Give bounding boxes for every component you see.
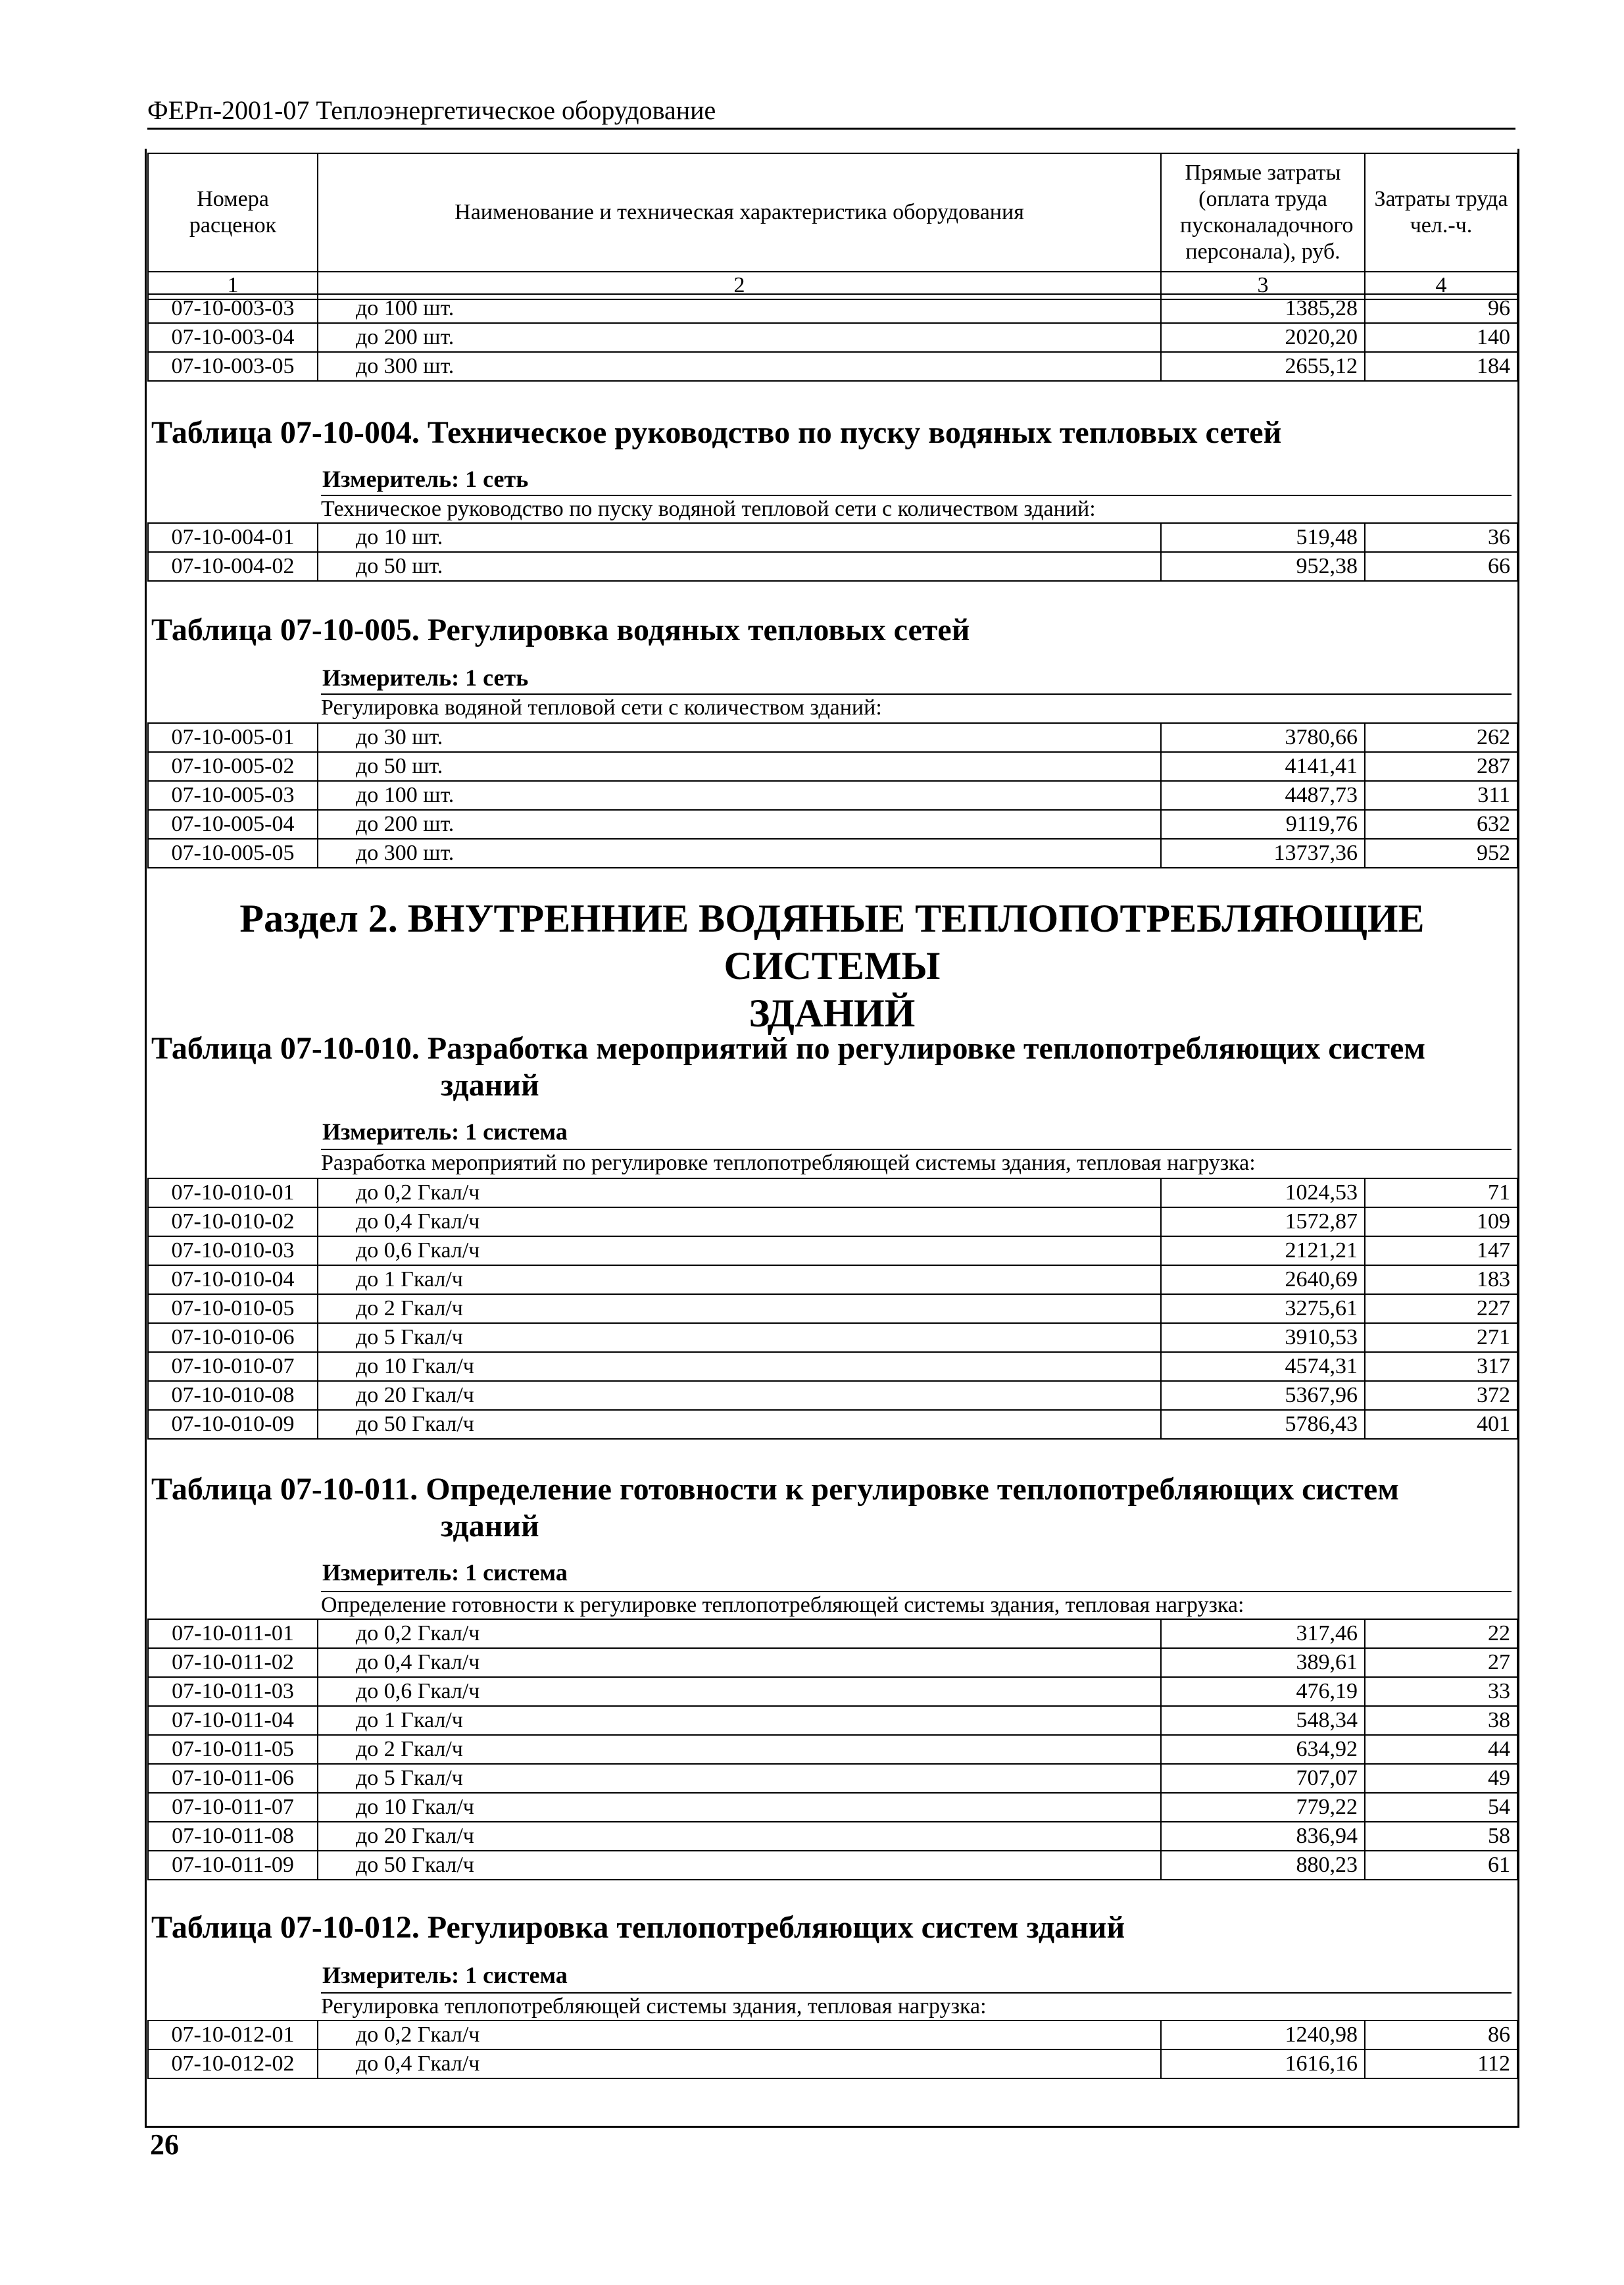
table-005-title	[151, 612, 1513, 649]
labor-cost-cell: 140	[1365, 323, 1517, 352]
rate-code-cell: 07-10-012-02	[148, 2049, 318, 2078]
spacer-cell	[318, 1178, 356, 1207]
table-row	[148, 1764, 1517, 1793]
rate-code-cell: 07-10-005-01	[148, 723, 318, 752]
spacer-cell	[318, 1619, 356, 1648]
spacer-cell	[318, 1793, 356, 1822]
spacer-cell	[318, 1236, 356, 1265]
table-011-measure: Измеритель: 1 система	[322, 1559, 568, 1586]
direct-cost-cell: 519,48	[1161, 523, 1365, 552]
table-row	[148, 1648, 1517, 1677]
labor-cost-cell: 262	[1365, 723, 1517, 752]
direct-cost-cell: 1385,28	[1161, 294, 1365, 323]
rate-code-cell: 07-10-010-03	[148, 1236, 318, 1265]
description-cell: до 200 шт.	[356, 810, 1161, 839]
description-cell: до 30 шт.	[356, 723, 1161, 752]
description-cell: до 5 Гкал/ч	[356, 1764, 1161, 1793]
rate-code-cell: 07-10-011-06	[148, 1764, 318, 1793]
table-005-lead: Регулировка водяной тепловой сети с количеством зданий:	[321, 693, 1512, 721]
labor-cost-cell: 311	[1365, 781, 1517, 810]
description-cell: до 0,6 Гкал/ч	[356, 1677, 1161, 1706]
labor-cost-cell: 36	[1365, 523, 1517, 552]
spacer-cell	[318, 723, 356, 752]
table-row	[148, 323, 1517, 352]
spacer-cell	[318, 1648, 356, 1677]
table-012-title-text: Таблица 07-10-012. Регулировка теплопотребляющих систем зданий	[151, 1910, 1125, 1945]
description-cell: до 50 шт.	[356, 752, 1161, 781]
table-012-rows	[147, 2020, 1518, 2079]
table-004-measure: Измеритель: 1 сеть	[322, 466, 529, 492]
labor-cost-cell: 66	[1365, 552, 1517, 581]
rate-code-cell: 07-10-005-05	[148, 839, 318, 868]
labor-cost-cell: 22	[1365, 1619, 1517, 1648]
table-row	[148, 839, 1517, 868]
table-row	[148, 1619, 1517, 1648]
labor-cost-cell: 86	[1365, 2021, 1517, 2049]
spacer-cell	[318, 294, 356, 323]
table-row	[148, 1294, 1517, 1323]
table-row	[148, 523, 1517, 552]
labor-cost-cell: 401	[1365, 1410, 1517, 1439]
spacer-cell	[318, 323, 356, 352]
spacer-cell	[318, 1677, 356, 1706]
table-010-title-cont: зданий	[441, 1068, 539, 1103]
table-011-rows	[147, 1619, 1518, 1880]
section-2-title	[151, 895, 1513, 1037]
rate-code-cell: 07-10-010-07	[148, 1352, 318, 1381]
direct-cost-cell: 836,94	[1161, 1822, 1365, 1851]
rate-code-cell: 07-10-011-03	[148, 1677, 318, 1706]
table-011-title	[151, 1471, 1513, 1545]
spacer-cell	[318, 2021, 356, 2049]
labor-cost-cell: 54	[1365, 1793, 1517, 1822]
header-number-3: 3	[1161, 272, 1365, 299]
direct-cost-cell: 1024,53	[1161, 1178, 1365, 1207]
section-2-line-2: ЗДАНИЙ	[749, 992, 916, 1035]
spacer-cell	[318, 752, 356, 781]
page-number: 26	[150, 2128, 179, 2161]
spacer-cell	[318, 352, 356, 381]
header-code: Номера расценок	[148, 153, 318, 272]
rate-code-cell: 07-10-012-01	[148, 2021, 318, 2049]
description-cell: до 50 Гкал/ч	[356, 1851, 1161, 1880]
spacer-cell	[318, 1851, 356, 1880]
table-010-lead: Разработка мероприятий по регулировке теплопотребляющей системы здания, тепловая нагрузка:	[321, 1149, 1512, 1176]
table-row	[148, 1236, 1517, 1265]
description-cell: до 5 Гкал/ч	[356, 1323, 1161, 1352]
rate-code-cell: 07-10-011-05	[148, 1735, 318, 1764]
spacer-cell	[318, 1294, 356, 1323]
description-cell: до 0,4 Гкал/ч	[356, 1648, 1161, 1677]
table-row	[148, 352, 1517, 381]
table-row	[148, 552, 1517, 581]
labor-cost-cell: 184	[1365, 352, 1517, 381]
labor-cost-cell: 271	[1365, 1323, 1517, 1352]
labor-cost-cell: 227	[1365, 1294, 1517, 1323]
header-direct-costs: Прямые затраты (оплата труда пусконаладочного персонала), руб.	[1161, 153, 1365, 272]
description-cell: до 100 шт.	[356, 781, 1161, 810]
rate-code-cell: 07-10-005-04	[148, 810, 318, 839]
labor-cost-cell: 109	[1365, 1207, 1517, 1236]
direct-cost-cell: 1616,16	[1161, 2049, 1365, 2078]
description-cell: до 20 Гкал/ч	[356, 1381, 1161, 1410]
direct-cost-cell: 5786,43	[1161, 1410, 1365, 1439]
rate-code-cell: 07-10-011-09	[148, 1851, 318, 1880]
header-number-2: 2	[318, 272, 1161, 299]
table-row	[148, 1352, 1517, 1381]
description-cell: до 300 шт.	[356, 839, 1161, 868]
header-name: Наименование и техническая характеристика оборудования	[318, 153, 1161, 272]
table-row	[148, 294, 1517, 323]
description-cell: до 0,4 Гкал/ч	[356, 1207, 1161, 1236]
table-row	[148, 723, 1517, 752]
direct-cost-cell: 3780,66	[1161, 723, 1365, 752]
table-row	[148, 810, 1517, 839]
direct-cost-cell: 1572,87	[1161, 1207, 1365, 1236]
description-cell: до 2 Гкал/ч	[356, 1294, 1161, 1323]
direct-cost-cell: 2121,21	[1161, 1236, 1365, 1265]
rate-code-cell: 07-10-004-02	[148, 552, 318, 581]
table-row	[148, 1265, 1517, 1294]
description-cell: до 2 Гкал/ч	[356, 1735, 1161, 1764]
rate-code-cell: 07-10-011-01	[148, 1619, 318, 1648]
spacer-cell	[318, 1323, 356, 1352]
table-row	[148, 781, 1517, 810]
direct-cost-cell: 5367,96	[1161, 1381, 1365, 1410]
direct-cost-cell: 4141,41	[1161, 752, 1365, 781]
direct-cost-cell: 4574,31	[1161, 1352, 1365, 1381]
table-row	[148, 1323, 1517, 1352]
rate-code-cell: 07-10-011-02	[148, 1648, 318, 1677]
direct-cost-cell: 389,61	[1161, 1648, 1365, 1677]
table-row	[148, 1207, 1517, 1236]
spacer-cell	[318, 1410, 356, 1439]
description-cell: до 0,2 Гкал/ч	[356, 1619, 1161, 1648]
description-cell: до 50 Гкал/ч	[356, 1410, 1161, 1439]
rate-code-cell: 07-10-005-03	[148, 781, 318, 810]
labor-cost-cell: 71	[1365, 1178, 1517, 1207]
spacer-cell	[318, 1352, 356, 1381]
labor-cost-cell: 44	[1365, 1735, 1517, 1764]
rate-code-cell: 07-10-010-08	[148, 1381, 318, 1410]
direct-cost-cell: 3910,53	[1161, 1323, 1365, 1352]
direct-cost-cell: 2020,20	[1161, 323, 1365, 352]
direct-cost-cell: 1240,98	[1161, 2021, 1365, 2049]
description-cell: до 0,6 Гкал/ч	[356, 1236, 1161, 1265]
spacer-cell	[318, 839, 356, 868]
table-005-title-text: Таблица 07-10-005. Регулировка водяных тепловых сетей	[151, 613, 970, 647]
table-row	[148, 752, 1517, 781]
table-004-rows	[147, 522, 1518, 582]
spacer-cell	[318, 552, 356, 581]
labor-cost-cell: 33	[1365, 1677, 1517, 1706]
labor-cost-cell: 61	[1365, 1851, 1517, 1880]
spacer-cell	[318, 1381, 356, 1410]
direct-cost-cell: 2655,12	[1161, 352, 1365, 381]
direct-cost-cell: 13737,36	[1161, 839, 1365, 868]
rate-code-cell: 07-10-010-01	[148, 1178, 318, 1207]
table-005-rows	[147, 722, 1518, 868]
description-cell: до 300 шт.	[356, 352, 1161, 381]
labor-cost-cell: 112	[1365, 2049, 1517, 2078]
description-cell: до 20 Гкал/ч	[356, 1822, 1161, 1851]
spacer-cell	[318, 1706, 356, 1735]
spacer-cell	[318, 1207, 356, 1236]
labor-cost-cell: 183	[1365, 1265, 1517, 1294]
rate-code-cell: 07-10-011-08	[148, 1822, 318, 1851]
table-010-title	[151, 1030, 1513, 1104]
labor-cost-cell: 952	[1365, 839, 1517, 868]
running-header: ФЕРп-2001-07 Теплоэнергетическое оборудование	[147, 96, 1515, 130]
rate-code-cell: 07-10-010-02	[148, 1207, 318, 1236]
direct-cost-cell: 317,46	[1161, 1619, 1365, 1648]
header-labor: Затраты труда чел.-ч.	[1365, 153, 1517, 272]
table-row	[148, 1410, 1517, 1439]
rate-code-cell: 07-10-011-04	[148, 1706, 318, 1735]
table-row	[148, 1706, 1517, 1735]
rate-code-cell: 07-10-003-04	[148, 323, 318, 352]
direct-cost-cell: 2640,69	[1161, 1265, 1365, 1294]
table-row	[148, 1851, 1517, 1880]
table-004-title-text: Таблица 07-10-004. Техническое руководство по пуску водяных тепловых сетей	[151, 415, 1282, 450]
table-row	[148, 1381, 1517, 1410]
labor-cost-cell: 287	[1365, 752, 1517, 781]
table-011-title-cont: зданий	[441, 1509, 539, 1544]
table-row	[148, 1822, 1517, 1851]
rate-code-cell: 07-10-010-06	[148, 1323, 318, 1352]
column-header-table	[147, 153, 1518, 300]
description-cell: до 10 Гкал/ч	[356, 1352, 1161, 1381]
top-rows-table	[147, 293, 1518, 382]
header-number-1: 1	[148, 272, 318, 299]
table-010-rows	[147, 1178, 1518, 1440]
spacer-cell	[318, 781, 356, 810]
description-cell: до 100 шт.	[356, 294, 1161, 323]
description-cell: до 0,2 Гкал/ч	[356, 2021, 1161, 2049]
spacer-cell	[318, 2049, 356, 2078]
labor-cost-cell: 632	[1365, 810, 1517, 839]
direct-cost-cell: 952,38	[1161, 552, 1365, 581]
labor-cost-cell: 372	[1365, 1381, 1517, 1410]
rate-code-cell: 07-10-010-05	[148, 1294, 318, 1323]
labor-cost-cell: 147	[1365, 1236, 1517, 1265]
spacer-cell	[318, 1265, 356, 1294]
description-cell: до 1 Гкал/ч	[356, 1706, 1161, 1735]
rate-code-cell: 07-10-010-09	[148, 1410, 318, 1439]
description-cell: до 0,4 Гкал/ч	[356, 2049, 1161, 2078]
table-011-title-text: Таблица 07-10-011. Определение готовности к регулировке теплопотребляющих систем	[151, 1472, 1399, 1507]
table-004-title	[151, 414, 1513, 451]
labor-cost-cell: 317	[1365, 1352, 1517, 1381]
table-row	[148, 1793, 1517, 1822]
table-row	[148, 1677, 1517, 1706]
rate-code-cell: 07-10-004-01	[148, 523, 318, 552]
table-011-lead: Определение готовности к регулировке теплопотребляющей системы здания, тепловая нагрузка:	[321, 1591, 1512, 1619]
direct-cost-cell: 707,07	[1161, 1764, 1365, 1793]
rate-code-cell: 07-10-010-04	[148, 1265, 318, 1294]
table-012-measure: Измеритель: 1 система	[322, 1962, 568, 1988]
table-012-lead: Регулировка теплопотребляющей системы здания, тепловая нагрузка:	[321, 1992, 1512, 2020]
direct-cost-cell: 634,92	[1161, 1735, 1365, 1764]
description-cell: до 0,2 Гкал/ч	[356, 1178, 1161, 1207]
labor-cost-cell: 58	[1365, 1822, 1517, 1851]
spacer-cell	[318, 1735, 356, 1764]
direct-cost-cell: 3275,61	[1161, 1294, 1365, 1323]
table-row	[148, 2021, 1517, 2049]
spacer-cell	[318, 1822, 356, 1851]
labor-cost-cell: 27	[1365, 1648, 1517, 1677]
rate-code-cell: 07-10-003-03	[148, 294, 318, 323]
description-cell: до 200 шт.	[356, 323, 1161, 352]
table-005-measure: Измеритель: 1 сеть	[322, 665, 529, 691]
table-row	[148, 1735, 1517, 1764]
table-010-title-text: Таблица 07-10-010. Разработка мероприятий по регулировке теплопотребляющих систем	[151, 1031, 1426, 1066]
labor-cost-cell: 38	[1365, 1706, 1517, 1735]
direct-cost-cell: 476,19	[1161, 1677, 1365, 1706]
rate-code-cell: 07-10-003-05	[148, 352, 318, 381]
direct-cost-cell: 548,34	[1161, 1706, 1365, 1735]
table-row	[148, 2049, 1517, 2078]
table-row	[148, 1178, 1517, 1207]
table-010-measure: Измеритель: 1 система	[322, 1118, 568, 1145]
direct-cost-cell: 779,22	[1161, 1793, 1365, 1822]
description-cell: до 10 шт.	[356, 523, 1161, 552]
table-004-lead: Техническое руководство по пуску водяной тепловой сети с количеством зданий:	[321, 495, 1512, 522]
spacer-cell	[318, 1764, 356, 1793]
rate-code-cell: 07-10-005-02	[148, 752, 318, 781]
section-2-line-1: Раздел 2. ВНУТРЕННИЕ ВОДЯНЫЕ ТЕПЛОПОТРЕБЛЯЮЩИЕ СИСТЕМЫ	[239, 897, 1425, 988]
description-cell: до 50 шт.	[356, 552, 1161, 581]
spacer-cell	[318, 810, 356, 839]
labor-cost-cell: 49	[1365, 1764, 1517, 1793]
direct-cost-cell: 880,23	[1161, 1851, 1365, 1880]
direct-cost-cell: 4487,73	[1161, 781, 1365, 810]
rate-code-cell: 07-10-011-07	[148, 1793, 318, 1822]
table-012-title	[151, 1909, 1513, 1946]
spacer-cell	[318, 523, 356, 552]
direct-cost-cell: 9119,76	[1161, 810, 1365, 839]
labor-cost-cell: 96	[1365, 294, 1517, 323]
header-number-4: 4	[1365, 272, 1517, 299]
description-cell: до 1 Гкал/ч	[356, 1265, 1161, 1294]
description-cell: до 10 Гкал/ч	[356, 1793, 1161, 1822]
